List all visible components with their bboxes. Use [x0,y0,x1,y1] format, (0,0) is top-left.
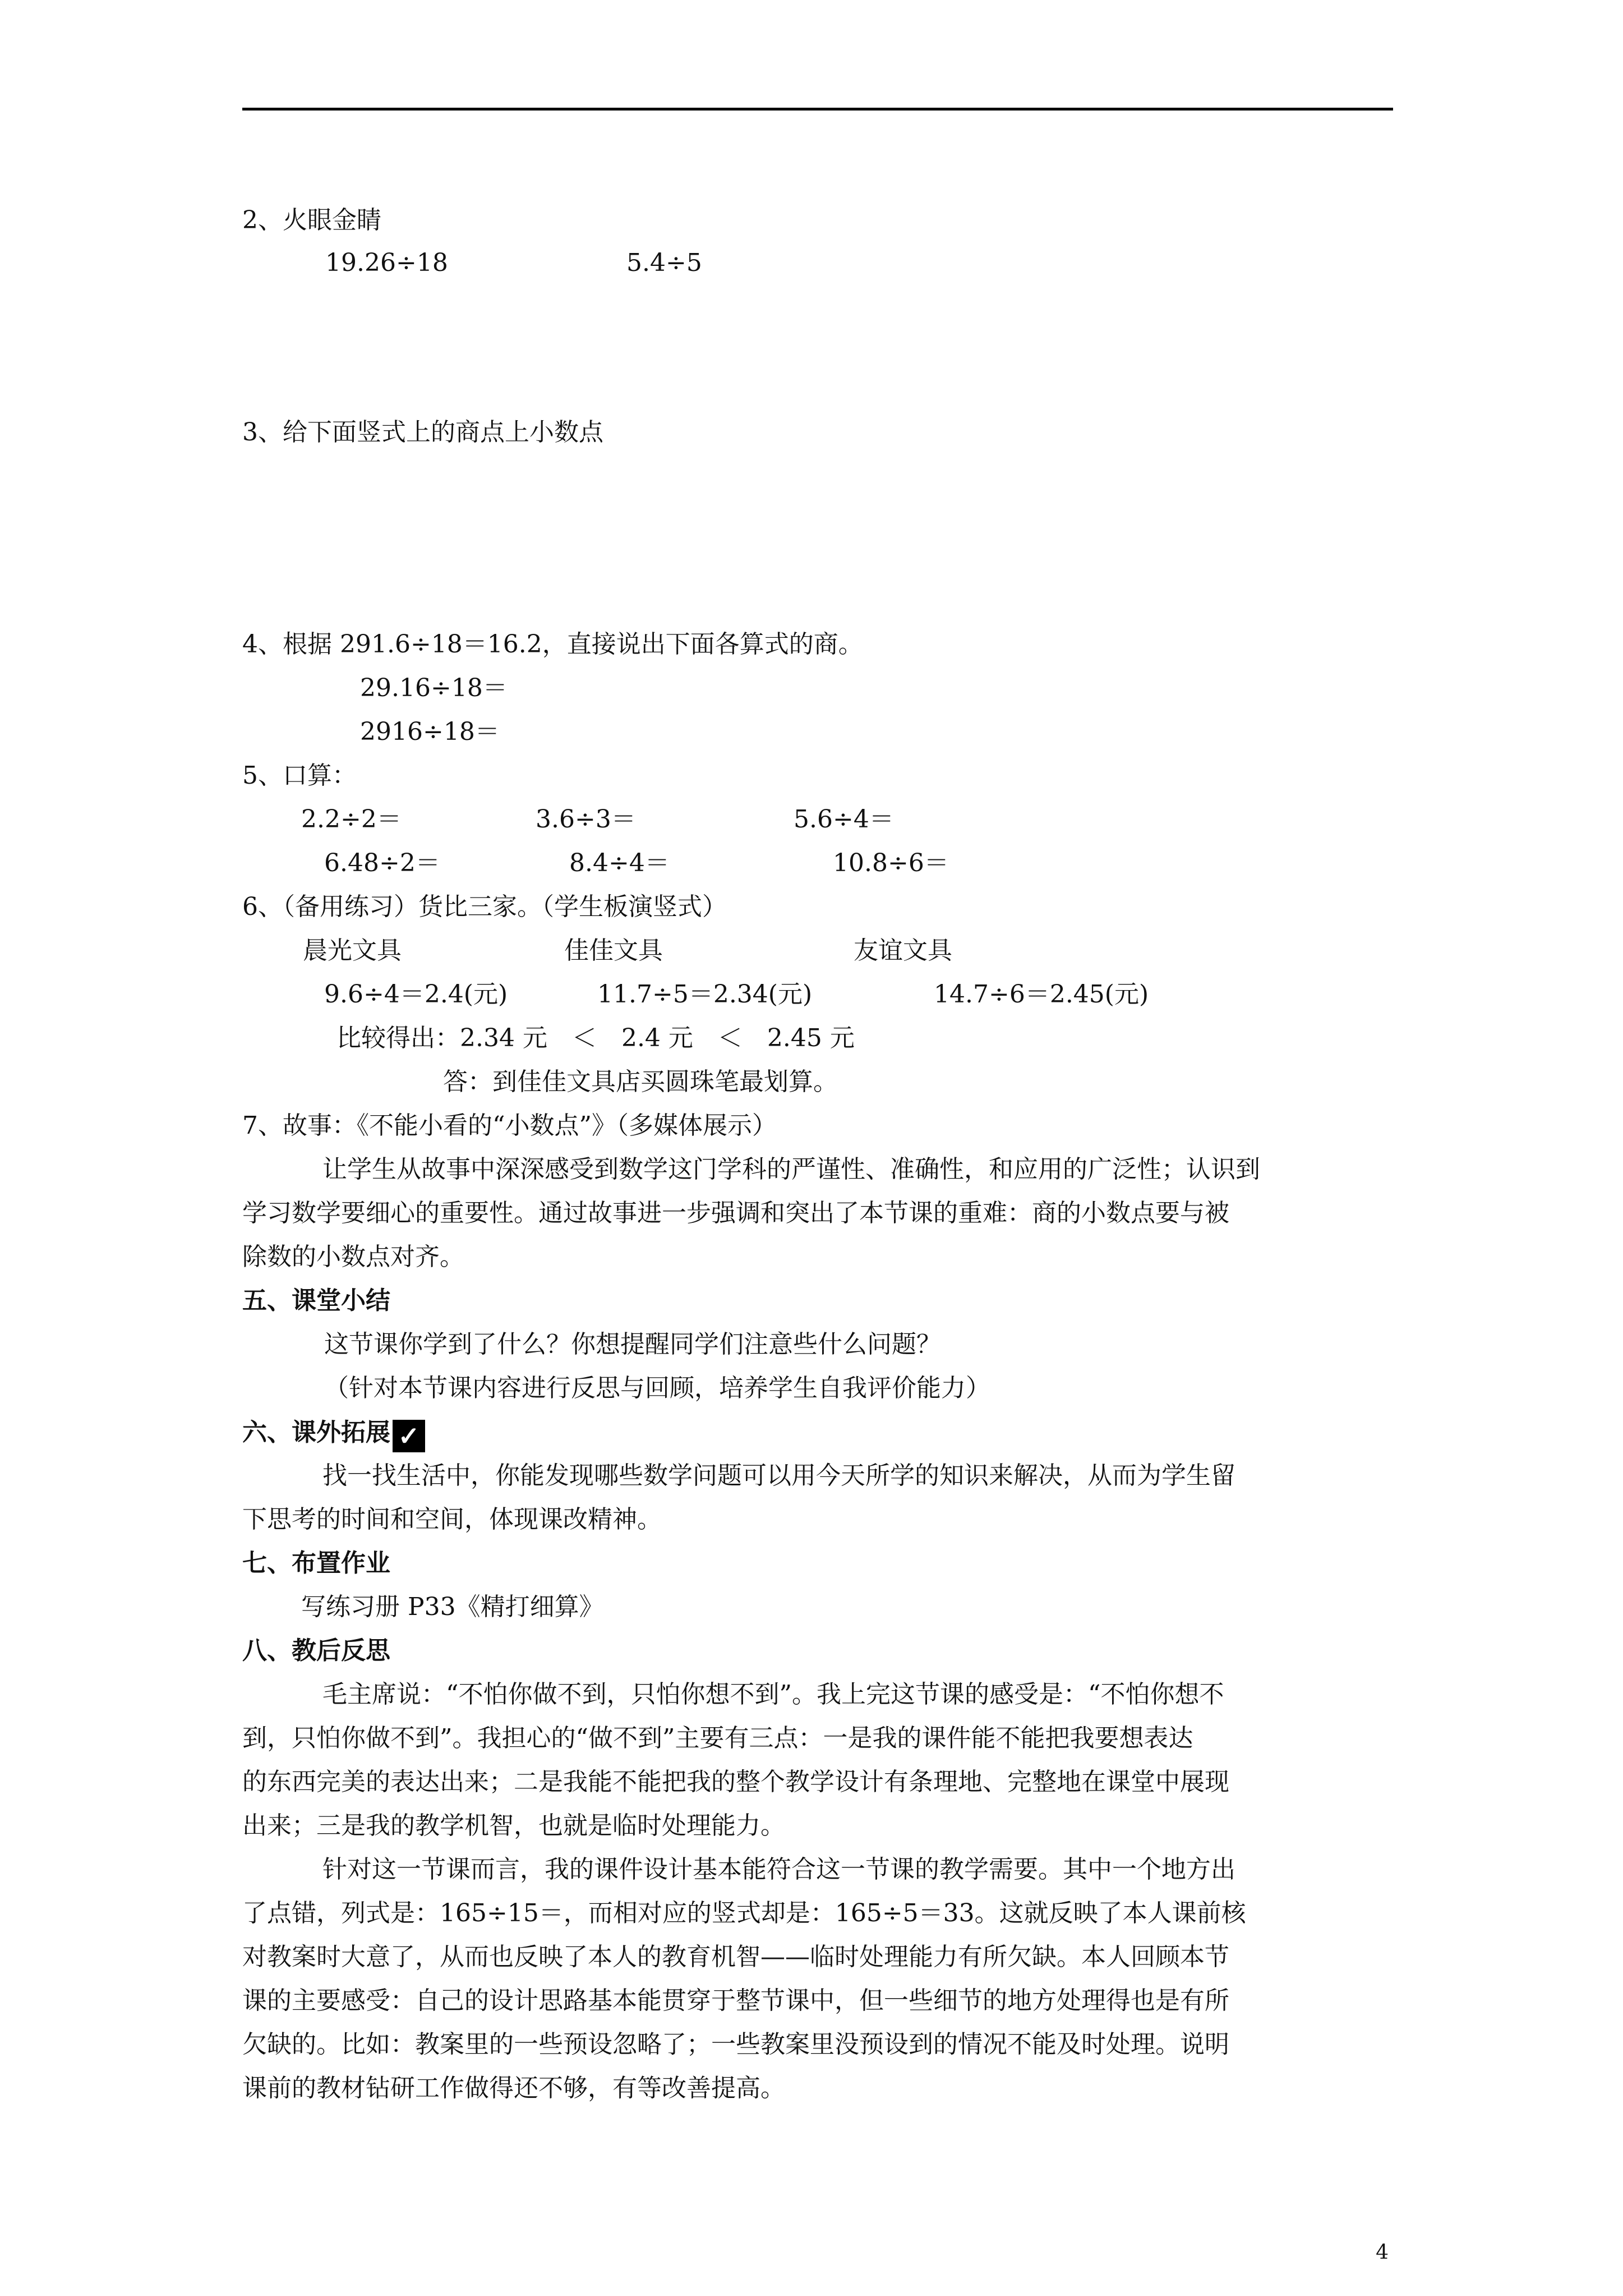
q3-title: 3、给下面竖式上的商点上小数点 [242,418,603,447]
q5-item: 6.48÷2＝ [324,849,440,877]
q7-line: 学习数学要细心的重要性。通过故事进一步强调和突出了本节课的重难：商的小数点要与被 [242,1199,1229,1227]
section-7-heading: 七、布置作业 [242,1549,390,1577]
s8-para2-line: 针对这一节课而言，我的课件设计基本能符合这一节课的教学需要。其中一个地方出 [322,1855,1235,1884]
q5-item: 3.6÷3＝ [536,805,636,834]
section-6-heading [242,1420,425,1452]
s8-para2-line: 课的主要感受：自己的设计思路基本能贯穿于整节课中，但一些细节的地方处理得也是有所 [242,1986,1229,2015]
q4-title: 4、根据 291.6÷18＝16.2，直接说出下面各算式的商。 [242,630,863,659]
q6-answer: 答：到佳佳文具店买圆珠笔最划算。 [443,1068,838,1096]
section-6-heading-text: 六、课外拓展 [242,1418,390,1447]
q5-item: 8.4÷4＝ [569,849,670,877]
q2-expr-2: 5.4÷5 [626,249,702,277]
q4-line-2: 2916÷18＝ [360,717,500,746]
header-rule [242,108,1393,111]
s8-para1-line: 到，只怕你做不到”。我担心的“做不到”主要有三点：一是我的课件能不能把我要想表达 [242,1724,1193,1752]
q7-line: 除数的小数点对齐。 [242,1243,464,1271]
q6-title: 6、（备用练习）货比三家。（学生板演竖式） [242,892,727,921]
q2-title: 2、火眼金睛 [242,206,381,234]
s8-para2-line: 对教案时大意了，从而也反映了本人的教育机智——临时处理能力有所欠缺。本人回顾本节 [242,1943,1229,1971]
q6-store: 佳佳文具 [564,936,663,965]
s5-line-1: 这节课你学到了什么？你想提醒同学们注意些什么问题？ [324,1330,941,1359]
q5-title: 5、口算： [242,761,357,790]
q7-line: 让学生从故事中深深感受到数学这门学科的严谨性、准确性，和应用的广泛性；认识到 [322,1155,1260,1184]
q7-title: 7、故事：《不能小看的“小数点”》（多媒体展示） [242,1111,777,1140]
q5-item: 2.2÷2＝ [301,805,402,834]
page-number: 4 [1376,2241,1389,2264]
q2-expr-1: 19.26÷18 [325,249,448,277]
q6-calc: 11.7÷5＝2.34(元) [597,980,813,1009]
checkmark-icon: ✓ [393,1420,425,1452]
q6-store: 晨光文具 [303,936,402,965]
s8-para1-line: 的东西完美的表达出来；二是我能不能把我的整个教学设计有条理地、完整地在课堂中展现 [242,1768,1229,1796]
section-5-heading: 五、课堂小结 [242,1286,390,1315]
q6-calc: 9.6÷4＝2.4(元) [324,980,508,1009]
q6-compare: 比较得出：2.34 元 ＜ 2.4 元 ＜ 2.45 元 [336,1024,855,1052]
s6-line: 下思考的时间和空间，体现课改精神。 [242,1505,662,1534]
s5-line-2: （针对本节课内容进行反思与回顾，培养学生自我评价能力） [324,1374,990,1402]
q4-line-1: 29.16÷18＝ [360,674,508,702]
s8-para2-line: 了点错，列式是：165÷15＝，而相对应的竖式却是：165÷5＝33。这就反映了本人课前核 [242,1899,1246,1927]
q6-store: 友谊文具 [854,936,952,965]
q5-item: 10.8÷6＝ [833,849,949,877]
q6-calc: 14.7÷6＝2.45(元) [934,980,1149,1009]
s8-para2-line: 课前的教材钻研工作做得还不够，有等改善提高。 [242,2074,785,2102]
s8-para1-line: 出来；三是我的教学机智，也就是临时处理能力。 [242,1811,785,1840]
s7-line-1: 写练习册 P33《精打细算》 [301,1593,604,1621]
s6-line: 找一找生活中，你能发现哪些数学问题可以用今天所学的知识来解决，从而为学生留 [322,1461,1235,1490]
s8-para1-line: 毛主席说：“不怕你做不到，只怕你想不到”。我上完这节课的感受是：“不怕你想不 [322,1680,1224,1709]
section-8-heading: 八、教后反思 [242,1636,390,1665]
s8-para2-line: 欠缺的。比如：教案里的一些预设忽略了；一些教案里没预设到的情况不能及时处理。说明 [242,2030,1229,2059]
q5-item: 5.6÷4＝ [794,805,894,834]
